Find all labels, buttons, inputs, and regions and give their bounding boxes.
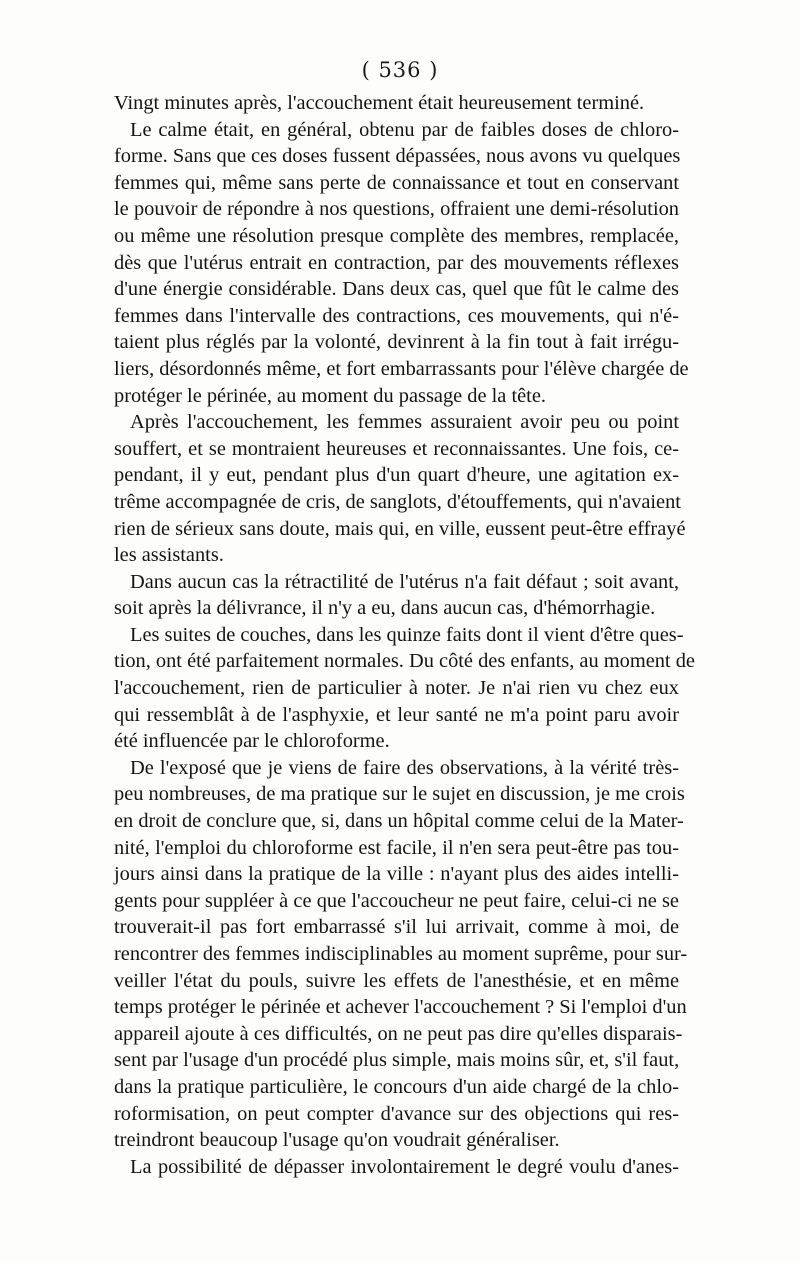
text-line: soit après la délivrance, il n'y a eu, dans aucun cas, d'hémorrhagie. — [114, 597, 656, 620]
text-line: en droit de conclure que, si, dans un hôpital comme celui de la Mater- — [114, 810, 684, 833]
text-line: les assistants. — [114, 544, 224, 567]
text-line: taient plus réglés par la volonté, devinrent à la fin tout à fait irrégu- — [114, 331, 679, 354]
text-line: rien de sérieux sans doute, mais qui, en ville, eussent peut-être effrayé — [114, 517, 686, 540]
text-line: De l'exposé que je viens de faire des observations, à la vérité très- — [130, 756, 679, 779]
text-line: Après l'accouchement, les femmes assuraient avoir peu ou point — [130, 411, 679, 434]
text-line: Vingt minutes après, l'accouchement était heureusement terminé. — [114, 92, 645, 114]
text-line: treindront beaucoup l'usage qu'on voudrait généraliser. — [114, 1129, 560, 1152]
text-line: dans la pratique particulière, le concours d'un aide chargé de la chlo- — [114, 1075, 679, 1098]
text-line: peu nombreuses, de ma pratique sur le sujet en discussion, je me crois — [114, 783, 685, 806]
text-line: liers, désordonnés même, et fort embarrassants pour l'élève chargée de — [114, 357, 689, 380]
paragraph — [114, 622, 695, 755]
text-line: Les suites de couches, dans les quinze faits dont il vient d'être ques- — [130, 623, 684, 646]
text-line: nité, l'emploi du chloroforme est facile, il n'en sera peut-être pas tou- — [114, 836, 679, 859]
text-line: veiller l'état du pouls, suivre les effets de l'anesthésie, et en même — [114, 969, 679, 992]
page-number: ( 536 ) — [361, 58, 439, 82]
paragraph — [114, 569, 679, 622]
text-line: Le calme était, en général, obtenu par de faibles doses de chloro- — [130, 118, 679, 141]
text-line: protéger le périnée, au moment du passage de la tête. — [114, 384, 546, 407]
text-line: pendant, il y eut, pendant plus d'un quart d'heure, une agitation ex- — [114, 464, 679, 487]
text-line: gents pour suppléer à ce que l'accoucheur ne peut faire, celui-ci ne se — [114, 889, 679, 912]
text-line: temps protéger le périnée et achever l'accouchement ? Si l'emploi d'un — [114, 996, 687, 1019]
text-line: Dans aucun cas la rétractilité de l'utérus n'a fait défaut ; soit avant, — [130, 570, 679, 593]
text-line: rencontrer des femmes indisciplinables au moment suprême, pour sur- — [114, 943, 688, 965]
text-line: sent par l'usage d'un procédé plus simple, mais moins sûr, et, s'il faut, — [114, 1049, 680, 1072]
text-line: femmes qui, même sans perte de connaissance et tout en conservant — [114, 171, 679, 194]
paragraph — [114, 1154, 679, 1181]
text-line: le pouvoir de répondre à nos questions, offraient une demi-résolution — [114, 198, 679, 221]
text-line: roformisation, on peut compter d'avance sur des objections qui res- — [114, 1102, 679, 1125]
paragraph — [114, 117, 689, 410]
text-line: femmes dans l'intervalle des contractions, ces mouvements, qui n'é- — [114, 304, 679, 327]
text-line: trême accompagnée de cris, de sanglots, d'étouffements, qui n'avaient — [114, 490, 681, 513]
text-line: été influencée par le chloroforme. — [114, 730, 390, 753]
text-line: qui ressemblât à de l'asphyxie, et leur santé ne m'a point paru avoir — [114, 703, 679, 726]
body-text — [114, 90, 695, 1180]
text-line: La possibilité de dépasser involontairement le degré voulu d'anes- — [130, 1155, 679, 1178]
text-line: trouverait-il pas fort embarrassé s'il lui arrivait, comme à moi, de — [114, 916, 679, 939]
text-line: dès que l'utérus entrait en contraction, par des mouvements réflexes — [114, 251, 679, 274]
text-line: jours ainsi dans la pratique de la ville : n'ayant plus des aides intelli- — [114, 863, 679, 886]
text-line: tion, ont été parfaitement normales. Du côté des enfants, au moment de — [114, 650, 695, 673]
text-line: ou même une résolution presque complète des membres, remplacée, — [114, 224, 679, 247]
paragraph — [114, 409, 686, 569]
text-line: appareil ajoute à ces difficultés, on ne peut pas dire qu'elles disparais- — [114, 1022, 683, 1045]
text-line: forme. Sans que ces doses fussent dépassées, nous avons vu quelques — [114, 145, 681, 168]
paragraph — [114, 90, 679, 117]
paragraph — [114, 755, 688, 1154]
text-line: d'une énergie considérable. Dans deux cas, quel que fût le calme des — [114, 278, 679, 301]
text-line: souffert, et se montraient heureuses et reconnaissantes. Une fois, ce- — [114, 437, 679, 460]
text-line: l'accouchement, rien de particulier à noter. Je n'ai rien vu chez eux — [114, 677, 679, 700]
